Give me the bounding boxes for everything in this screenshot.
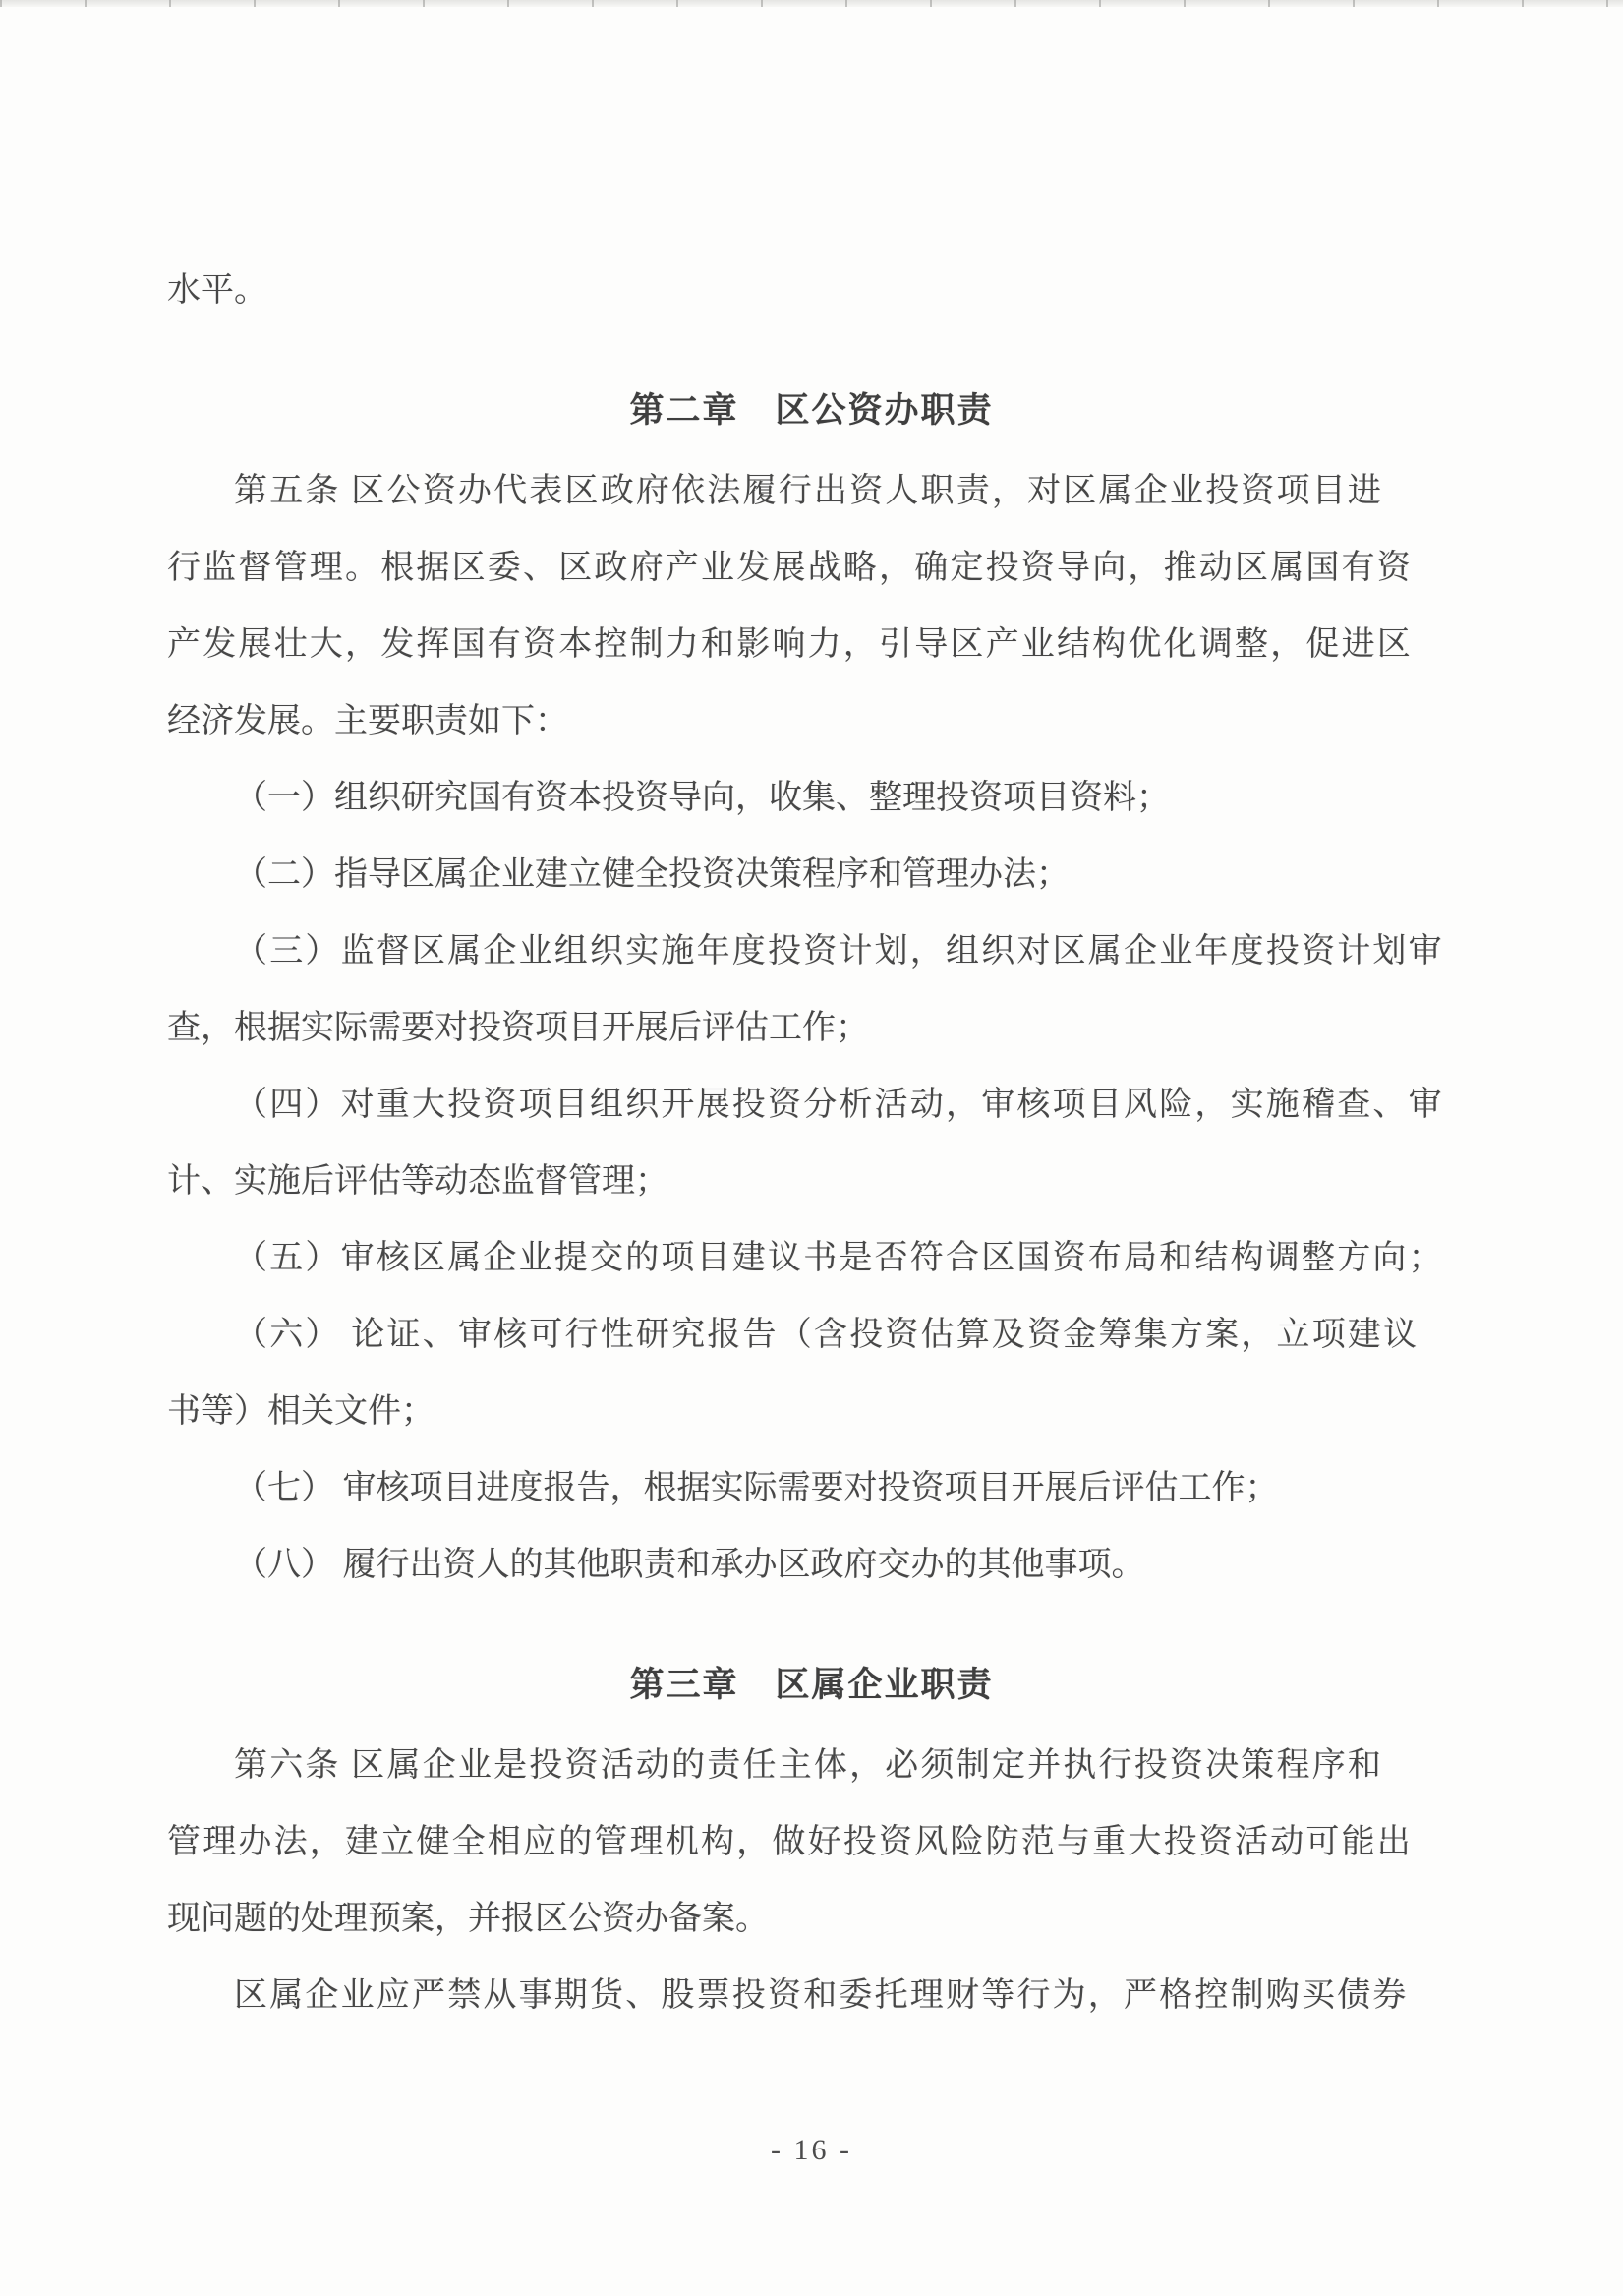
text-line: 第五条 区公资办代表区政府依法履行出资人职责，对区属企业投资项目进 [234, 473, 1384, 509]
text-line: 水平。 [167, 272, 267, 309]
page-number: - 16 - [771, 2134, 852, 2166]
text-line: 区属企业应严禁从事期货、股票投资和委托理财等行为，严格控制购买债券 [234, 1977, 1409, 2014]
text-line: 产发展壮大，发挥国有资本控制力和影响力，引导区产业结构优化调整，促进区 [167, 626, 1413, 663]
text-line: （一）组织研究国有资本投资导向，收集、整理投资项目资料； [234, 780, 1170, 816]
text-line: 查，根据实际需要对投资项目开展后评估工作； [167, 1010, 869, 1046]
text-line: 现问题的处理预案，并报区公资办备案。 [167, 1901, 769, 1937]
text-line: （八） 履行出资人的其他职责和承办区政府交办的其他事项。 [234, 1547, 1145, 1583]
text-line: 经济发展。主要职责如下： [167, 703, 568, 739]
text-line: （六） 论证、审核可行性研究报告（含投资估算及资金筹集方案，立项建议 [234, 1317, 1420, 1353]
text-line: 书等）相关文件； [167, 1393, 435, 1430]
text-line: 第六条 区属企业是投资活动的责任主体，必须制定并执行投资决策程序和 [234, 1747, 1384, 1784]
text-line: （五）审核区属企业提交的项目建议书是否符合区国资布局和结构调整方向； [234, 1240, 1444, 1276]
text-line: 计、实施后评估等动态监督管理； [167, 1163, 668, 1200]
chapter-heading: 第二章 区公资办职责 [629, 391, 994, 430]
text-line: （三）监督区属企业组织实施年度投资计划，组织对区属企业年度投资计划审 [234, 933, 1444, 970]
text-line: 管理办法，建立健全相应的管理机构，做好投资风险防范与重大投资活动可能出 [167, 1824, 1413, 1860]
text-line: 行监督管理。根据区委、区政府产业发展战略，确定投资导向，推动区属国有资 [167, 550, 1413, 586]
chapter-heading: 第三章 区属企业职责 [629, 1666, 994, 1704]
text-line: （七） 审核项目进度报告，根据实际需要对投资项目开展后评估工作； [234, 1470, 1279, 1506]
text-line: （二）指导区属企业建立健全投资决策程序和管理办法； [234, 856, 1070, 893]
document-content [167, 0, 1456, 2034]
text-line: （四）对重大投资项目组织开展投资分析活动，审核项目风险，实施稽查、审 [234, 1087, 1444, 1123]
page-footer [0, 2126, 1623, 2175]
